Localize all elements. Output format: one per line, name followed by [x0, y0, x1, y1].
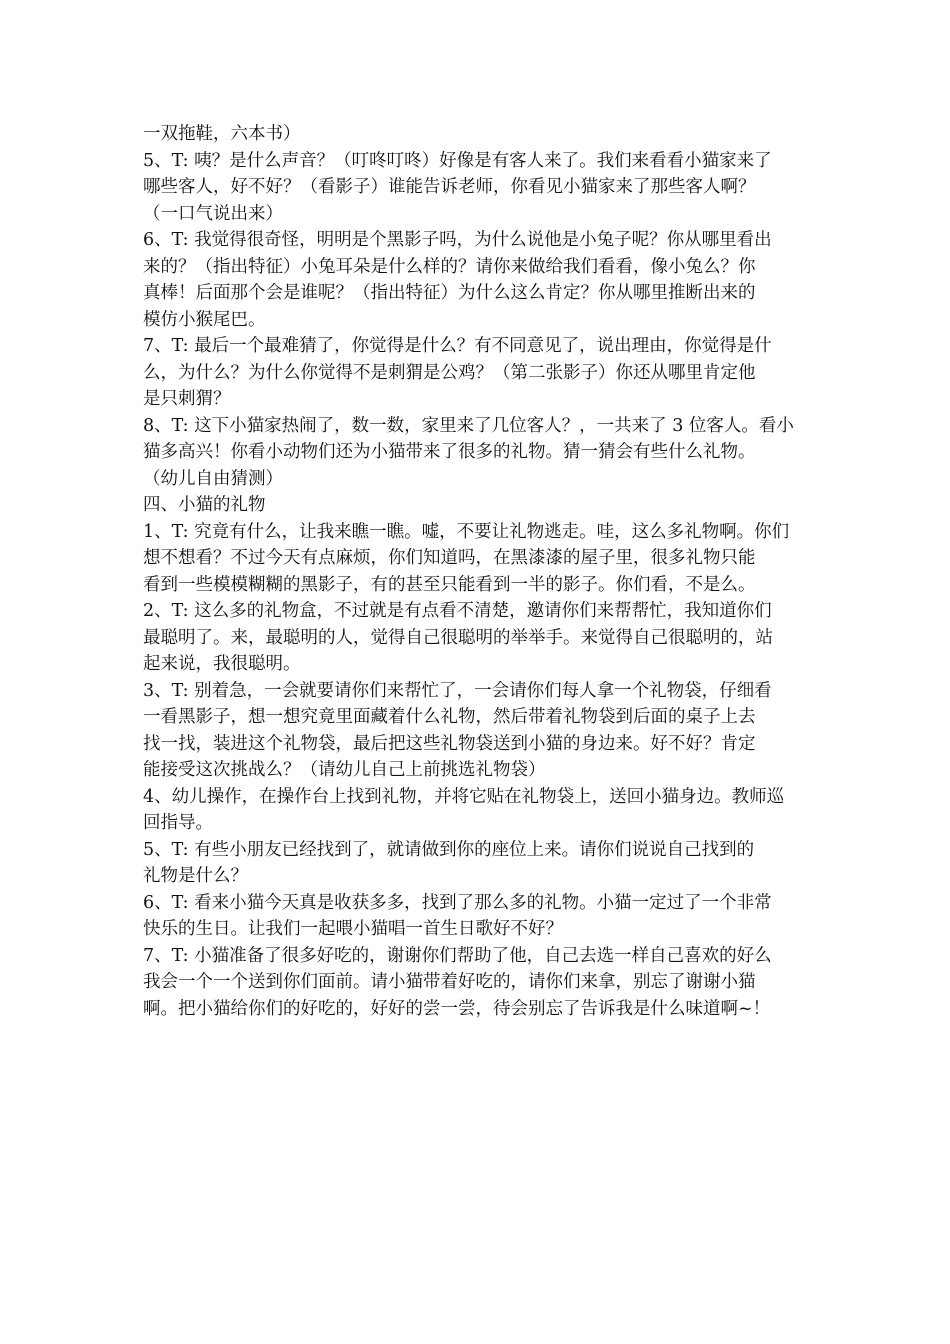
section-heading: 四、小猫的礼物: [143, 495, 266, 515]
text-line: 我会一个一个送到你们面前。请小猫带着好吃的，请你们来拿，别忘了谢谢小猫: [143, 972, 756, 992]
text-line: 快乐的生日。让我们一起喂小猫唱一首生日歌好不好？: [143, 919, 563, 939]
text-line: 6、T: 看来小猫今天真是收获多多，找到了那么多的礼物。小猫一定过了一个非常: [143, 892, 772, 913]
text-line: 一双拖鞋，六本书）: [143, 124, 301, 144]
text-line: 真棒！后面那个会是谁呢？（指出特征）为什么这么肯定？你从哪里推断出来的: [143, 283, 756, 303]
text-line: 找一找，装进这个礼物袋，最后把这些礼物袋送到小猫的身边来。好不好？肯定: [143, 733, 756, 754]
text-line: 哪些客人，好不好？（看影子）谁能告诉老师，你看见小猫家来了那些客人啊？: [143, 177, 756, 197]
text-line: 4、幼儿操作，在操作台上找到礼物，并将它贴在礼物袋上，送回小猫身边。教师巡: [143, 786, 785, 807]
text-line: 回指导。: [143, 813, 213, 833]
text-line: 想不想看？不过今天有点麻烦，你们知道吗，在黑漆漆的屋子里，很多礼物只能: [143, 548, 756, 568]
text-line: 8、T: 这下小猫家热闹了，数一数，家里来了几位客人？，一共来了 3 位客人。看小: [143, 415, 794, 436]
text-line: 礼物是什么？: [143, 866, 248, 886]
text-line: 是只刺猬？: [143, 389, 231, 409]
text-line: 7、T: 小猫准备了很多好吃的，谢谢你们帮助了他，自己去选一样自己喜欢的好么: [143, 945, 772, 966]
text-line: 最聪明了。来，最聪明的人，觉得自己很聪明的举举手。来觉得自己很聪明的，站: [143, 627, 773, 648]
document-body: [143, 121, 813, 1022]
text-line: 5、T: 咦？是什么声音？（叮咚叮咚）好像是有客人来了。我们来看看小猫家来了: [143, 150, 772, 171]
text-line: 7、T: 最后一个最难猜了，你觉得是什么？有不同意见了，说出理由，你觉得是什: [143, 336, 772, 356]
text-line: 2、T: 这么多的礼物盒，不过就是有点看不清楚，邀请你们来帮帮忙，我知道你们: [143, 601, 772, 621]
text-line: 看到一些模模糊糊的黑影子，有的甚至只能看到一半的影子。你们看，不是么。: [143, 574, 756, 595]
text-line: （幼儿自由猜测）: [143, 468, 283, 489]
text-line: 3、T: 别着急，一会就要请你们来帮忙了，一会请你们每人拿一个礼物袋，仔细看: [143, 680, 772, 701]
text-line: 5、T: 有些小朋友已经找到了，就请做到你的座位上来。请你们说说自己找到的: [143, 839, 755, 860]
text-line: 起来说，我很聪明。: [143, 654, 301, 674]
text-line: （一口气说出来）: [143, 203, 283, 224]
text-line: 猫多高兴！你看小动物们还为小猫带来了很多的礼物。猜一猜会有些什么礼物。: [143, 442, 756, 462]
text-line: 一看黑影子，想一想究竟里面藏着什么礼物，然后带着礼物袋到后面的桌子上去: [143, 707, 756, 727]
text-line: 来的？（指出特征）小兔耳朵是什么样的？请你来做给我们看看，像小兔么？你: [143, 256, 756, 277]
text-line: 能接受这次挑战么？（请幼儿自己上前挑选礼物袋）: [143, 760, 546, 780]
text-line: 模仿小猴尾巴。: [143, 309, 266, 330]
text-line: 6、T: 我觉得很奇怪，明明是个黑影子吗，为什么说他是小兔子呢？你从哪里看出: [143, 230, 772, 250]
text-line: 1、T: 究竟有什么，让我来瞧一瞧。嘘，不要让礼物逃走。哇，这么多礼物啊。你们: [143, 521, 790, 542]
text-line: 么，为什么？为什么你觉得不是刺猬是公鸡？（第二张影子）你还从哪里肯定他: [143, 362, 756, 383]
text-line: 啊。把小猫给你们的好吃的，好好的尝一尝，待会别忘了告诉我是什么味道啊~！: [143, 998, 771, 1019]
